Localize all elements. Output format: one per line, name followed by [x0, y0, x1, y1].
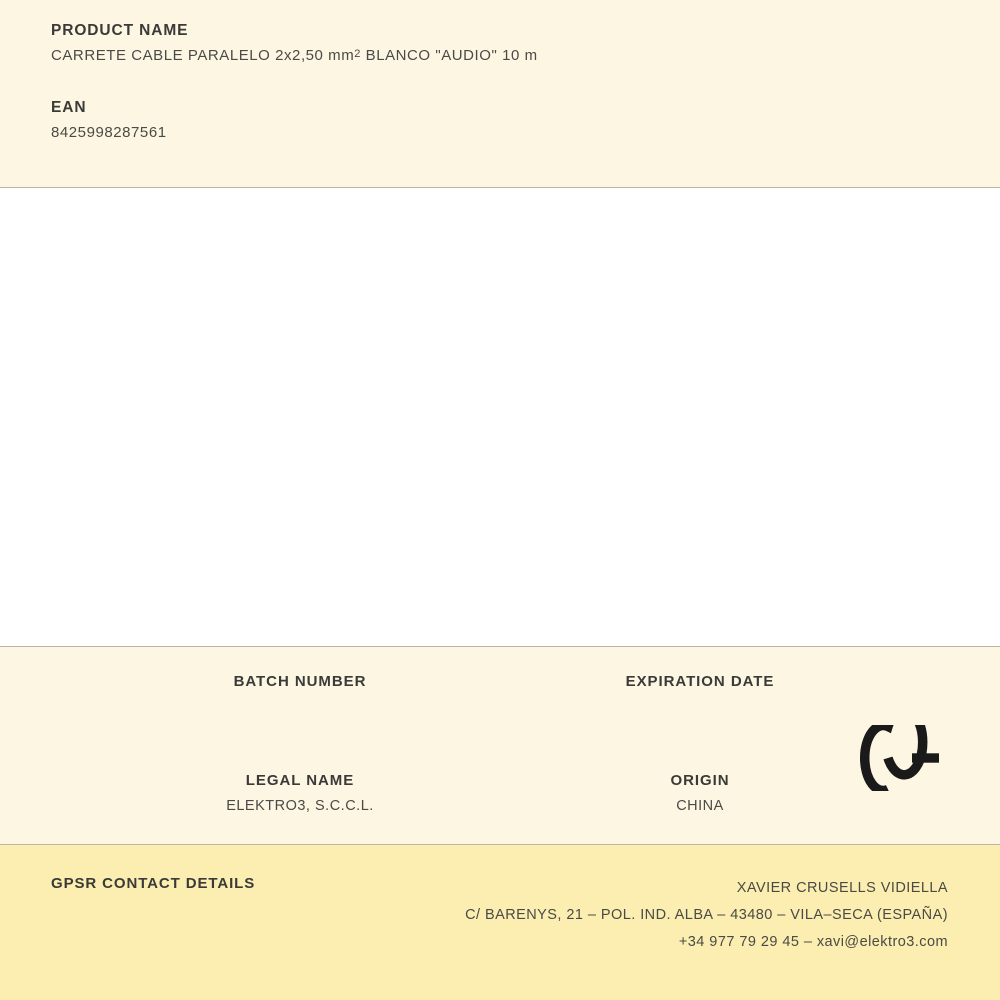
expiration-date-value: [500, 699, 900, 717]
batch-number-label: BATCH NUMBER: [233, 673, 367, 690]
info-row-batch-expiration: [0, 647, 1000, 717]
product-name-main: CARRETE CABLE PARALELO 2x2,50 mm: [51, 47, 355, 64]
product-name-label: PRODUCT NAME: [51, 22, 189, 39]
origin-cell: [500, 772, 900, 816]
batch-number-cell: [100, 673, 500, 717]
ean-group: [51, 99, 950, 141]
product-name-group: [51, 22, 950, 64]
product-header: [0, 0, 1000, 187]
gpsr-contact-name: XAVIER CRUSELLS VIDIELLA: [736, 880, 948, 896]
ce-mark-icon: [852, 725, 948, 791]
info-row-legal-origin: [0, 717, 1000, 816]
batch-number-value: [100, 699, 500, 717]
ean-value: 8425998287561: [51, 124, 167, 141]
legal-name-cell: [100, 772, 500, 816]
info-spacer-left: [0, 673, 100, 717]
ean-label: EAN: [51, 99, 87, 116]
origin-value: CHINA: [676, 798, 724, 814]
expiration-date-label: EXPIRATION DATE: [625, 673, 775, 690]
info-spacer-left-2: [0, 772, 100, 816]
product-info-block: [0, 647, 1000, 844]
origin-label: ORIGIN: [670, 772, 730, 789]
product-image-area: [0, 188, 1000, 646]
gpsr-contact-label: GPSR CONTACT DETAILS: [51, 875, 256, 892]
gpsr-contact-address: C/ BARENYS, 21 – POL. IND. ALBA – 43480 – VILA–SECA (ESPAÑA): [465, 906, 948, 923]
product-name-superscript: 2: [354, 48, 361, 60]
gpsr-contact-phone-email: +34 977 79 29 45 – xavi@elektro3.com: [678, 933, 948, 950]
legal-name-label: LEGAL NAME: [245, 772, 355, 789]
gpsr-footer: [0, 845, 1000, 1000]
legal-name-value: ELEKTRO3, S.C.C.L.: [226, 798, 374, 814]
product-name-tail: BLANCO "AUDIO" 10 m: [360, 47, 538, 64]
expiration-date-cell: [500, 673, 900, 717]
product-name-value: [51, 47, 950, 64]
gpsr-contact-details: [465, 875, 948, 955]
